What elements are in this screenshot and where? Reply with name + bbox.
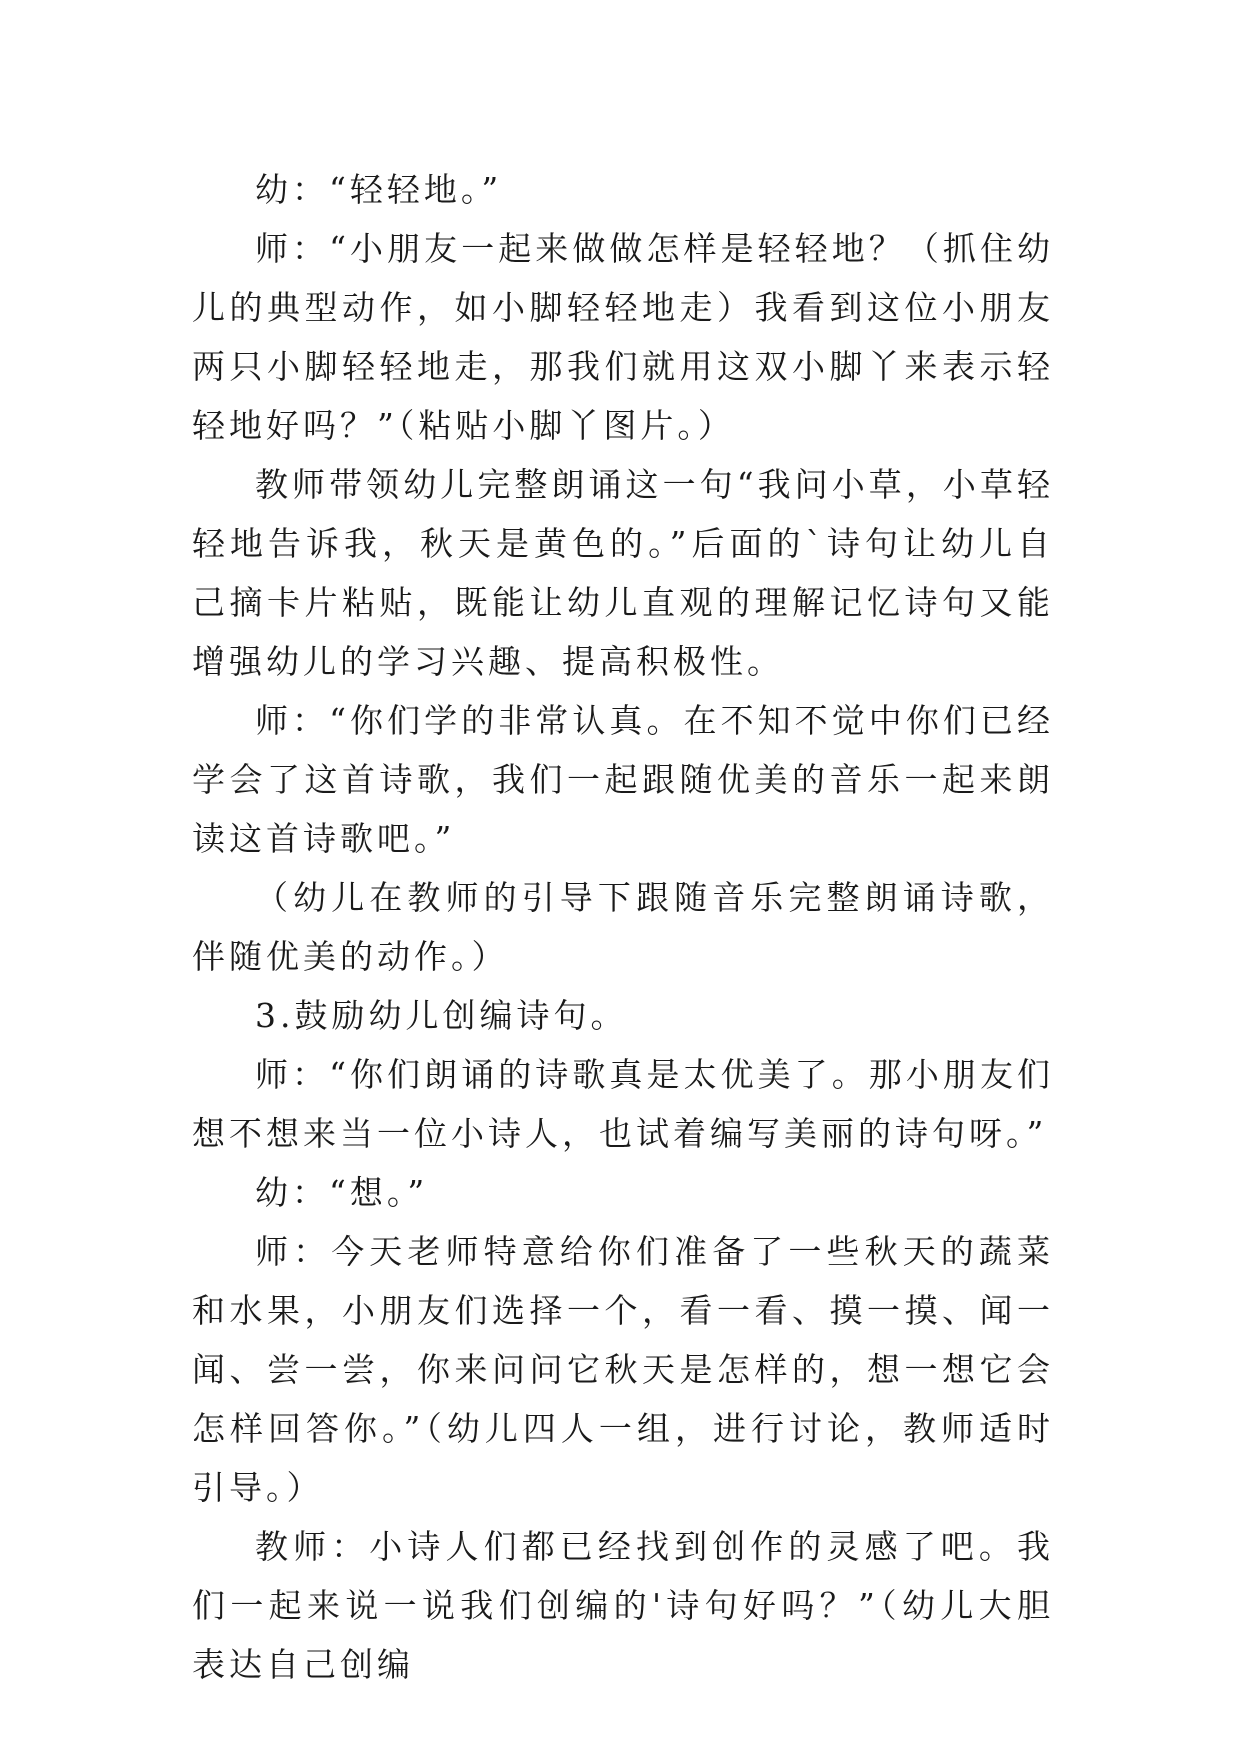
paragraph-teacher-demonstrate-gently: 师：“小朋友一起来做做怎样是轻轻地？（抓住幼儿的典型动作，如小脚轻轻地走）我看到这位小朋友两只小脚轻轻地走，那我们就用这双小脚丫来表示轻轻地好吗？”（粘贴小脚丫图片。）	[192, 229, 1054, 445]
paragraph-children-recite: （幼儿在教师的引导下跟随音乐完整朗诵诗歌，伴随优美的动作。）	[192, 878, 1054, 976]
section-heading-create-verses: 3.鼓励幼儿创编诗句。	[255, 996, 628, 1035]
paragraph-teacher-praise: 师：“你们学的非常认真。在不知不觉中你们已经学会了这首诗歌，我们一起跟随优美的音乐一起来朗读这首诗歌吧。”	[192, 701, 1054, 858]
paragraph-teacher-invite-poets: 师：“你们朗诵的诗歌真是太优美了。那小朋友们想不想来当一位小诗人，也试着编写美丽的诗句呀。”	[192, 1055, 1054, 1153]
document-body	[192, 160, 1054, 1694]
paragraph-teacher-share-verses: 教师：小诗人们都已经找到创作的灵感了吧。我们一起来说一说我们创编的'诗句好吗？”（幼儿大胆表达自己创编	[192, 1527, 1054, 1684]
paragraph-child-reply-want: 幼：“想。”	[255, 1173, 429, 1212]
paragraph-child-reply-gently: 幼：“轻轻地。”	[255, 170, 503, 209]
paragraph-teacher-vegetables-fruits: 师：今天老师特意给你们准备了一些秋天的蔬菜和水果，小朋友们选择一个，看一看、摸一摸、闻一闻、尝一尝，你来问问它秋天是怎样的，想一想它会怎样回答你。”（幼儿四人一组，进行讨论，教师适时引导。）	[192, 1232, 1054, 1507]
paragraph-teacher-leads-recitation: 教师带领幼儿完整朗诵这一句“我问小草，小草轻轻地告诉我，秋天是黄色的。”后面的`诗句让幼儿自己摘卡片粘贴，既能让幼儿直观的理解记忆诗句又能增强幼儿的学习兴趣、提高积极性。	[192, 465, 1054, 681]
